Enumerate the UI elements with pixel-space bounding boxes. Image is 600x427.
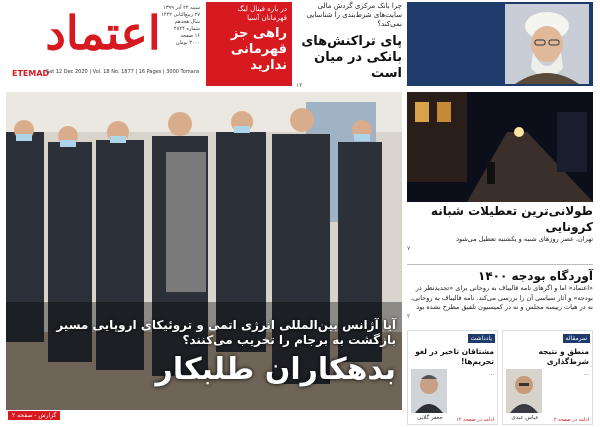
story-body: «اعتماد» اما و اگرهای نامه قالیباف به روحانی برای «تجدیدنظر در بودجه» و آثار سیاسی آن را بررسی می‌کند. نامه قالیباف به روحانی، نه در هیات رییسه مجلس و نه در کمیسیون تلفیق مطرح نشده بود [410,284,593,311]
newspaper-logo: اعتماد [45,6,161,60]
main-headline[interactable]: بدهکاران طلبکار [155,352,396,387]
column-tag: یادداشت [468,334,495,343]
newspaper-latin-name: ETEMAD [12,69,50,78]
column-headline: منطق و نتیجه شرط‌گذاری [538,347,589,366]
opinion-column[interactable] [407,330,498,425]
info-line: سال هجدهم [174,19,200,25]
teaser-montazeri[interactable] [407,2,593,86]
info-line: ۳۰۰۰ تومان [175,40,200,46]
continued-link[interactable]: ادامه در صفحه ۲ [553,417,589,423]
story-curfew[interactable] [407,203,593,252]
column-body: ... [488,371,494,377]
info-line: شنبه ۲۲ آذر ۱۳۹۹ [163,5,200,11]
editorial-column[interactable] [502,330,593,425]
teaser-banking[interactable] [296,2,402,89]
author-portrait [411,369,447,413]
page-number: ۱۲ [296,82,303,89]
masthead [6,3,202,78]
teaser-headline: راهی جز قهرمانی ندارید [230,26,287,73]
main-story-tag: گزارش - صفحه ۲ [8,411,60,420]
column-author: جعفر گلابی [417,415,443,421]
author-portrait [506,369,542,413]
info-line: شماره ۴۸۲۴ [174,26,200,32]
info-line: ۱۶ صفحه [180,33,200,39]
story-budget[interactable] [407,264,593,320]
column-body: ... [583,371,589,377]
cleric-portrait [505,4,589,84]
column-headline: مشتاقان تاخیر در لغو تحریم‌ها! [415,347,494,366]
page-number: ۲ [407,312,411,320]
continued-link[interactable]: ادامه در صفحه ۱۲ [456,417,494,423]
teaser-kicker: چرا بانک مرکزی گردش مالی سایت‌های شرط‌بندی را شناسایی نمی‌کند؟ [306,2,402,28]
story-headline: آوردگاه بودجه ۱۴۰۰ [478,269,593,283]
main-subheadline: آیا آژانس بین‌المللی انرژی اتمی و تروئیکای اروپایی مسیر بازگشت به برجام را تخریب می‌کنند؟ [56,318,396,347]
story-body: تهران، عصر روزهای شنبه و یکشنبه تعطیل می‌شود [456,235,593,243]
teaser-kicker: در باره فینال لیگ قهرمانان آسیا [237,5,287,22]
story-headline: طولانی‌ترین تعطیلات شبانه کرونایی [430,204,593,234]
teaser-headline: پای تراکنش‌های بانکی در میان است [301,34,402,81]
dateline: Sat 12 Dec 2020 | Vol. 18 No. 1877 | 16 Pages | 3000 Tomans [46,69,200,75]
column-tag: سرمقاله [563,334,590,343]
teaser-football[interactable] [206,2,292,86]
info-line: ۲۷ ربیع‌الثانی ۱۴۴۲ [161,12,200,18]
page-number: ۷ [407,244,411,252]
masthead-info [130,5,200,47]
night-street-photo [407,92,593,202]
column-author: عباس عبدی [511,415,539,421]
